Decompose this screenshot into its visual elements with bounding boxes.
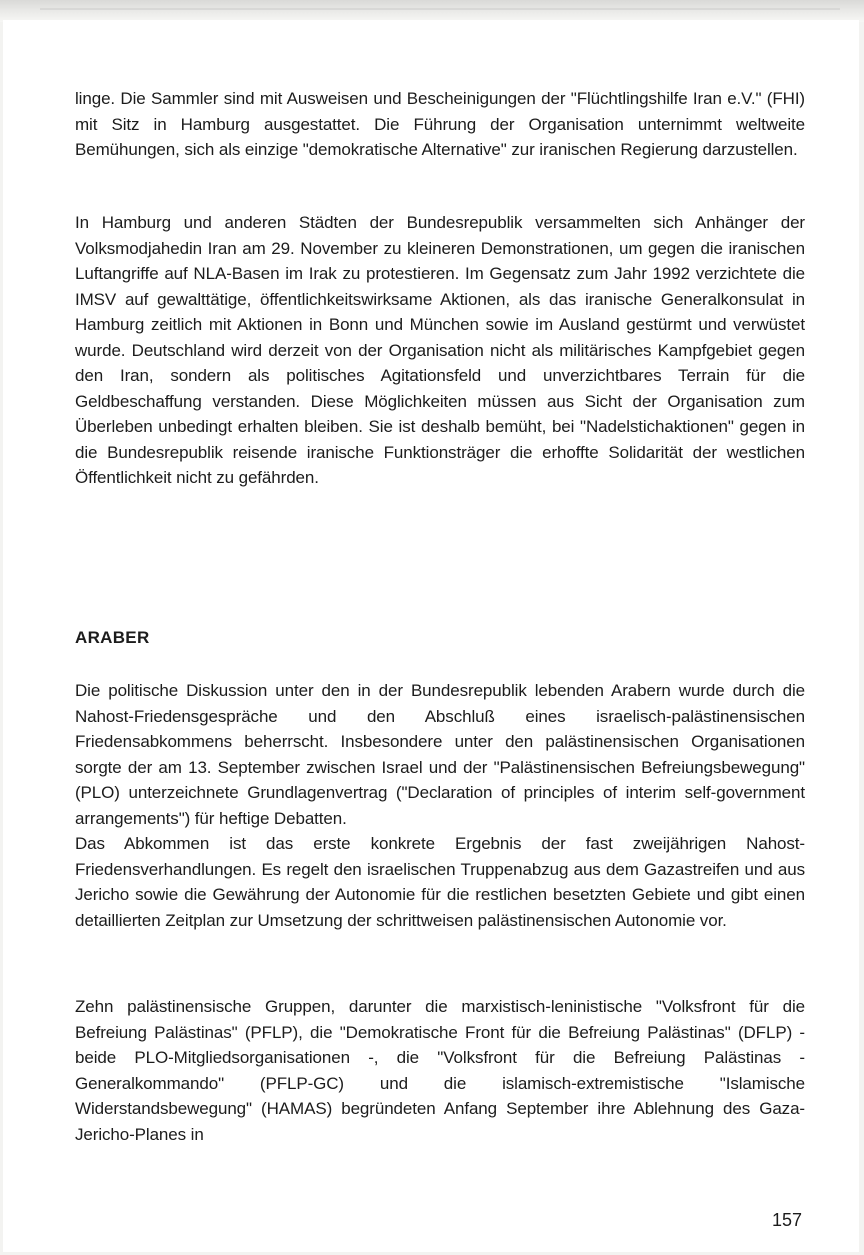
paragraph-2: In Hamburg und anderen Städten der Bundesrepublik versammelten sich Anhänger der Volksmodjahedin Iran am 29. November zu kleineren Demonstrationen, um gegen die iranischen Luftangriffe auf NLA-Basen im Irak zu protestieren. Im Gegensatz zum Jahr 1992 verzichtete die IMSV auf gewalttätige, öffentlichkeitswirksame Aktionen, als das iranische Generalkonsulat in Hamburg zeitlich mit Aktionen in Bonn und München sowie im Ausland gestürmt und verwüstet wurde. Deutschland wird derzeit von der Organisation nicht als militärisches Kampfgebiet gegen den Iran, sondern als politisches Agitationsfeld und unverzichtbares Terrain für die Geldbeschaffung verstanden. Diese Möglichkeiten müssen aus Sicht der Organisation zum Überleben unbedingt erhalten bleiben. Sie ist deshalb bemüht, bei "Nadelstichaktionen" gegen in die Bundesrepublik reisende iranische Funktionsträger die erhoffte Solidarität der westlichen Öffentlichkeit nicht zu gefährden. [75,213,805,487]
paragraph-4: Zehn palästinensische Gruppen, darunter die marxistisch-leninistische "Volksfront für die Befreiung Palästinas" (PFLP), die "Demokratische Front für die Befreiung Palästinas" (DFLP) - beide PLO-Mitgliedsorganisationen -, die "Volksfront für die Befreiung Palästinas - Generalkommando" (PFLP-GC) und die islamisch-extremistische "Islamische Widerstandsbewegung" (HAMAS) begründeten Anfang September ihre Ablehnung des Gaza-Jericho-Planes in [75,997,805,1144]
section-heading: ARABER [75,628,150,647]
scan-top-edge [0,0,864,22]
scan-edge-line [40,8,840,10]
paragraph-3a: Die politische Diskussion unter den in der Bundesrepublik lebenden Arabern wurde durch die Nahost-Friedensgespräche und den Abschluß eines israelisch-palästinensischen Friedensabkommens beherrscht. Insbesondere unter den palästinensischen Organisationen sorgte der am 13. September zwischen Israel und der "Palästinensischen Befreiungsbewegung" (PLO) unterzeichnete Grundlagenvertrag ("Declaration of principles of interim self-government arrangements") für heftige Debatten. [75,681,805,828]
paragraph-1: linge. Die Sammler sind mit Ausweisen und Bescheinigungen der "Flüchtlingshilfe Iran e.V." (FHI) mit Sitz in Hamburg ausgestattet. Die Führung der Organisation unternimmt weltweite Bemühungen, sich als einzige "demokratische Alternative" zur iranischen Regierung darzustellen. [75,89,805,159]
page-number: 157 [771,1210,802,1230]
paragraph-3b: Das Abkommen ist das erste konkrete Ergebnis der fast zweijährigen Nahost-Friedensverhandlungen. Es regelt den israelischen Truppenabzug aus dem Gazastreifen und aus Jericho sowie die Gewährung der Autonomie für die restlichen besetzten Gebiete und gibt einen detaillierten Zeitplan zur Umsetzung der schrittweisen palästinensischen Autonomie vor. [75,834,805,930]
paragraph-3 [75,678,805,933]
document-page [3,20,859,1252]
